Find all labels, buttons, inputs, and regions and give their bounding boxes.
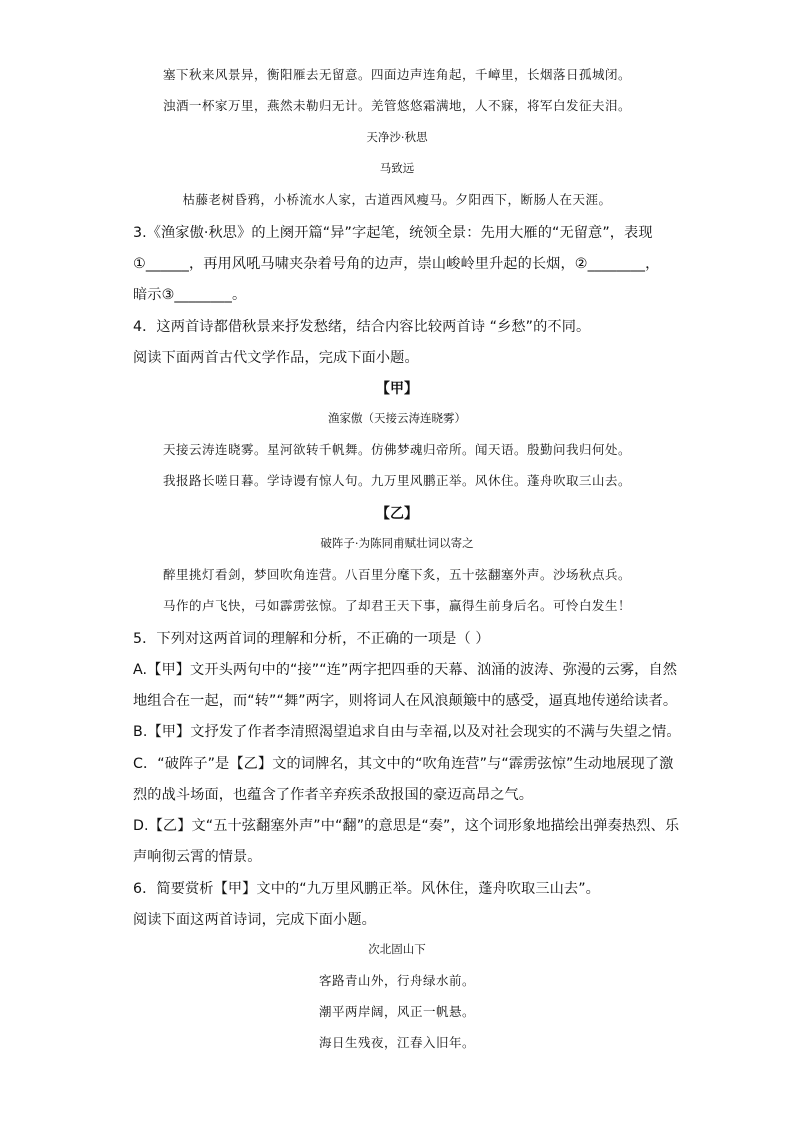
question-4: 4．这两首诗都借秋景来抒发愁绪，结合内容比较两首诗 “乡愁”的不同。	[133, 319, 591, 335]
option-a: A.【甲】文开头两句中的“接”“连”两字把四垂的天幕、汹涌的波涛、弥漫的云雾，自然	[133, 662, 678, 678]
poem-title: 次北固山下	[368, 942, 426, 956]
section-label-jia: 【甲】	[375, 381, 419, 397]
question-6: 6．简要赏析【甲】文中的“九万里风鹏正举。风休住，蓬舟吹取三山去”。	[133, 881, 600, 897]
option-c-continued: 烈的战斗场面，也蕴含了作者辛弃疾杀敌报国的豪迈高昂之气。	[133, 787, 534, 803]
poem-line: 醉里挑灯看剑，梦回吹角连营。八百里分麾下炙，五十弦翻塞外声。沙场秋点兵。	[162, 567, 631, 582]
poem-title: 破阵子·为陈同甫赋壮词以寄之	[320, 536, 474, 550]
poem-line: 我报路长嗟日暮。学诗谩有惊人句。九万里风鹏正举。风休住。蓬舟吹取三山去。	[162, 473, 631, 488]
poem-line: 马作的卢飞快，弓如霹雳弦惊。了却君王天下事，赢得生前身后名。可怜白发生！	[162, 598, 631, 613]
poem-author: 马致远	[379, 161, 415, 175]
poem-line: 天接云涛连晓雾。星河欲转千帆舞。仿佛梦魂归帝所。闻天语。殷勤问我归何处。	[162, 442, 631, 457]
poem-line: 客路青山外，行舟绿水前。	[318, 973, 475, 988]
poem-line: 潮平两岸阔，风正一帆悬。	[318, 1004, 475, 1019]
poem-line: 塞下秋来风景异，衡阳雁去无留意。四面边声连角起，千嶂里，长烟落日孤城闭。	[162, 67, 631, 82]
option-d-continued: 声响彻云霄的情景。	[133, 849, 262, 865]
poem-line: 海日生残夜，江春入旧年。	[318, 1035, 475, 1050]
section-label-yi: 【乙】	[375, 506, 419, 522]
poem-line: 枯藤老树昏鸦，小桥流水人家，古道西风瘦马。夕阳西下，断肠人在天涯。	[182, 192, 612, 207]
option-c: C．“破阵子”是【乙】文的词牌名，其文中的“吹角连营”与“霹雳弦惊”生动地展现了激	[133, 756, 674, 772]
option-d: D.【乙】文“五十弦翻塞外声”中“翻”的意思是“奏”，这个词形象地描绘出弹奏热烈、乐	[133, 818, 680, 834]
poem-title: 天净沙·秋思	[366, 130, 428, 144]
reading-instruction: 阅读下面两首古代文学作品，完成下面小题。	[133, 350, 419, 366]
option-b: B.【甲】文抒发了作者李清照渴望追求自由与幸福,以及对社会现实的不满与失望之情。	[133, 724, 681, 740]
question-3-line: ①______，再用风吼马啸夹杂着号角的边声，崇山峻岭里升起的长烟，②________，	[133, 256, 660, 272]
question-5-stem: 5．下列对这两首词的理解和分析，不正确的一项是（ ）	[133, 631, 490, 647]
question-3-line: 3.《渔家傲·秋思》的上阕开篇“异”字起笔，统领全景：先用大雁的“无留意”，表现	[133, 225, 653, 241]
reading-instruction: 阅读下面这两首诗词，完成下面小题。	[133, 912, 376, 928]
question-3-line: 暗示③________。	[133, 287, 247, 303]
option-a-continued: 地组合在一起，而“转”“舞”两字，则将词人在风浪颠簸中的感受，逼真地传递给读者。	[133, 693, 678, 709]
poem-line: 浊酒一杯家万里，燕然未勒归无计。羌管悠悠霜满地，人不寐，将军白发征夫泪。	[162, 98, 631, 113]
poem-title: 渔家傲（天接云涛连晓雾）	[328, 411, 466, 425]
